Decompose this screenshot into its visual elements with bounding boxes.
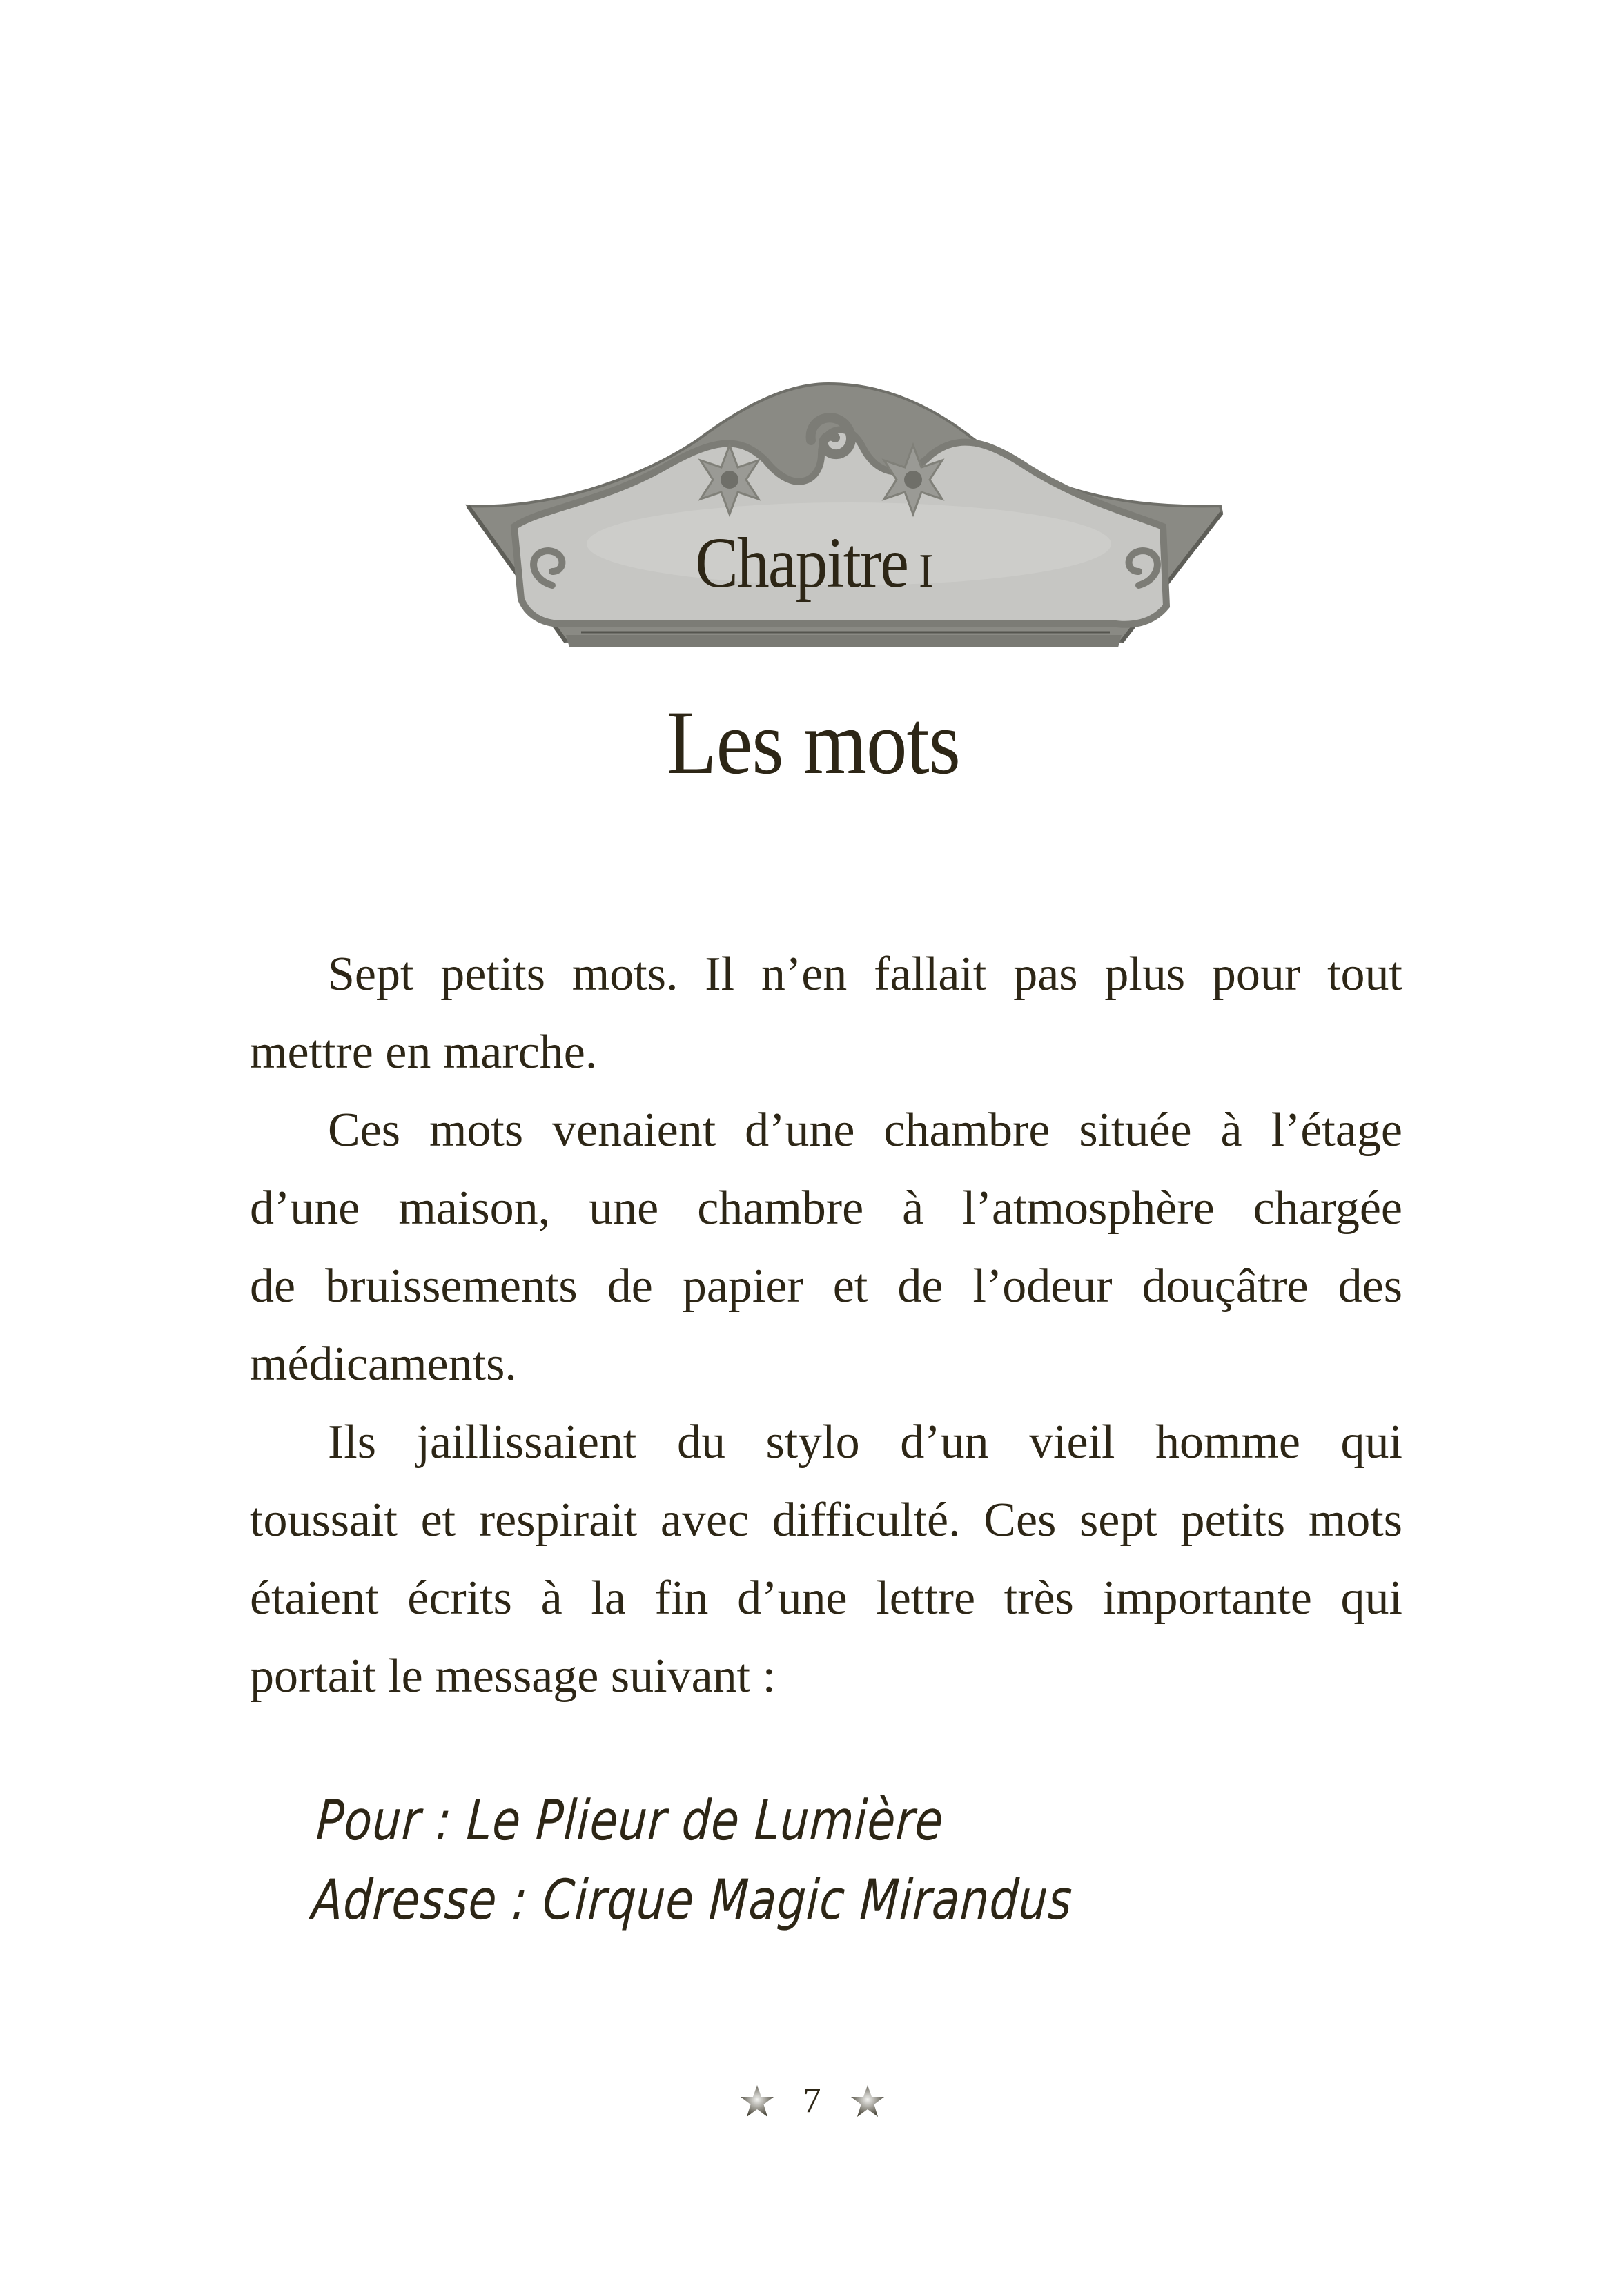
text-line: d’une maison, une chambre à l’atmosphère chargée — [250, 1182, 1402, 1235]
text-line: de bruissements de papier et de l’odeur douçâtre des — [250, 1260, 1402, 1313]
chapter-label — [83, 523, 1545, 603]
text-line: mettre en marche. — [250, 1026, 598, 1079]
chapter-label-text: Chapitre — [695, 523, 908, 603]
body-text — [250, 935, 1402, 1715]
letter-address-line: Adresse : Cirque Magic Mirandus — [310, 1868, 1075, 1932]
text-line: Ils jaillissaient du stylo d’un vieil homme qui — [328, 1416, 1402, 1469]
page-footer — [0, 2079, 1624, 2120]
star-icon — [850, 2084, 885, 2118]
page-number: 7 — [803, 2081, 821, 2121]
text-line: Ces mots venaient d’une chambre située à l’étage — [328, 1104, 1402, 1157]
text-line: portait le message suivant : — [250, 1650, 776, 1703]
text-line: toussait et respirait avec difficulté. Ces sept petits mots — [250, 1494, 1402, 1547]
text-line: Sept petits mots. Il n’en fallait pas plus pour tout — [328, 948, 1402, 1001]
letter-recipient: Pour : Le Plieur de Lumière — [315, 1788, 946, 1853]
text-line: médicaments. — [250, 1338, 517, 1391]
chapter-sign — [462, 378, 1229, 654]
chapter-title: Les mots — [666, 692, 960, 793]
sign-illustration — [462, 378, 1229, 654]
star-icon — [740, 2084, 774, 2118]
letter-address — [310, 1781, 1079, 1939]
text-line: étaient écrits à la fin d’une lettre très importante qui — [250, 1572, 1402, 1625]
chapter-number: I — [919, 545, 932, 598]
